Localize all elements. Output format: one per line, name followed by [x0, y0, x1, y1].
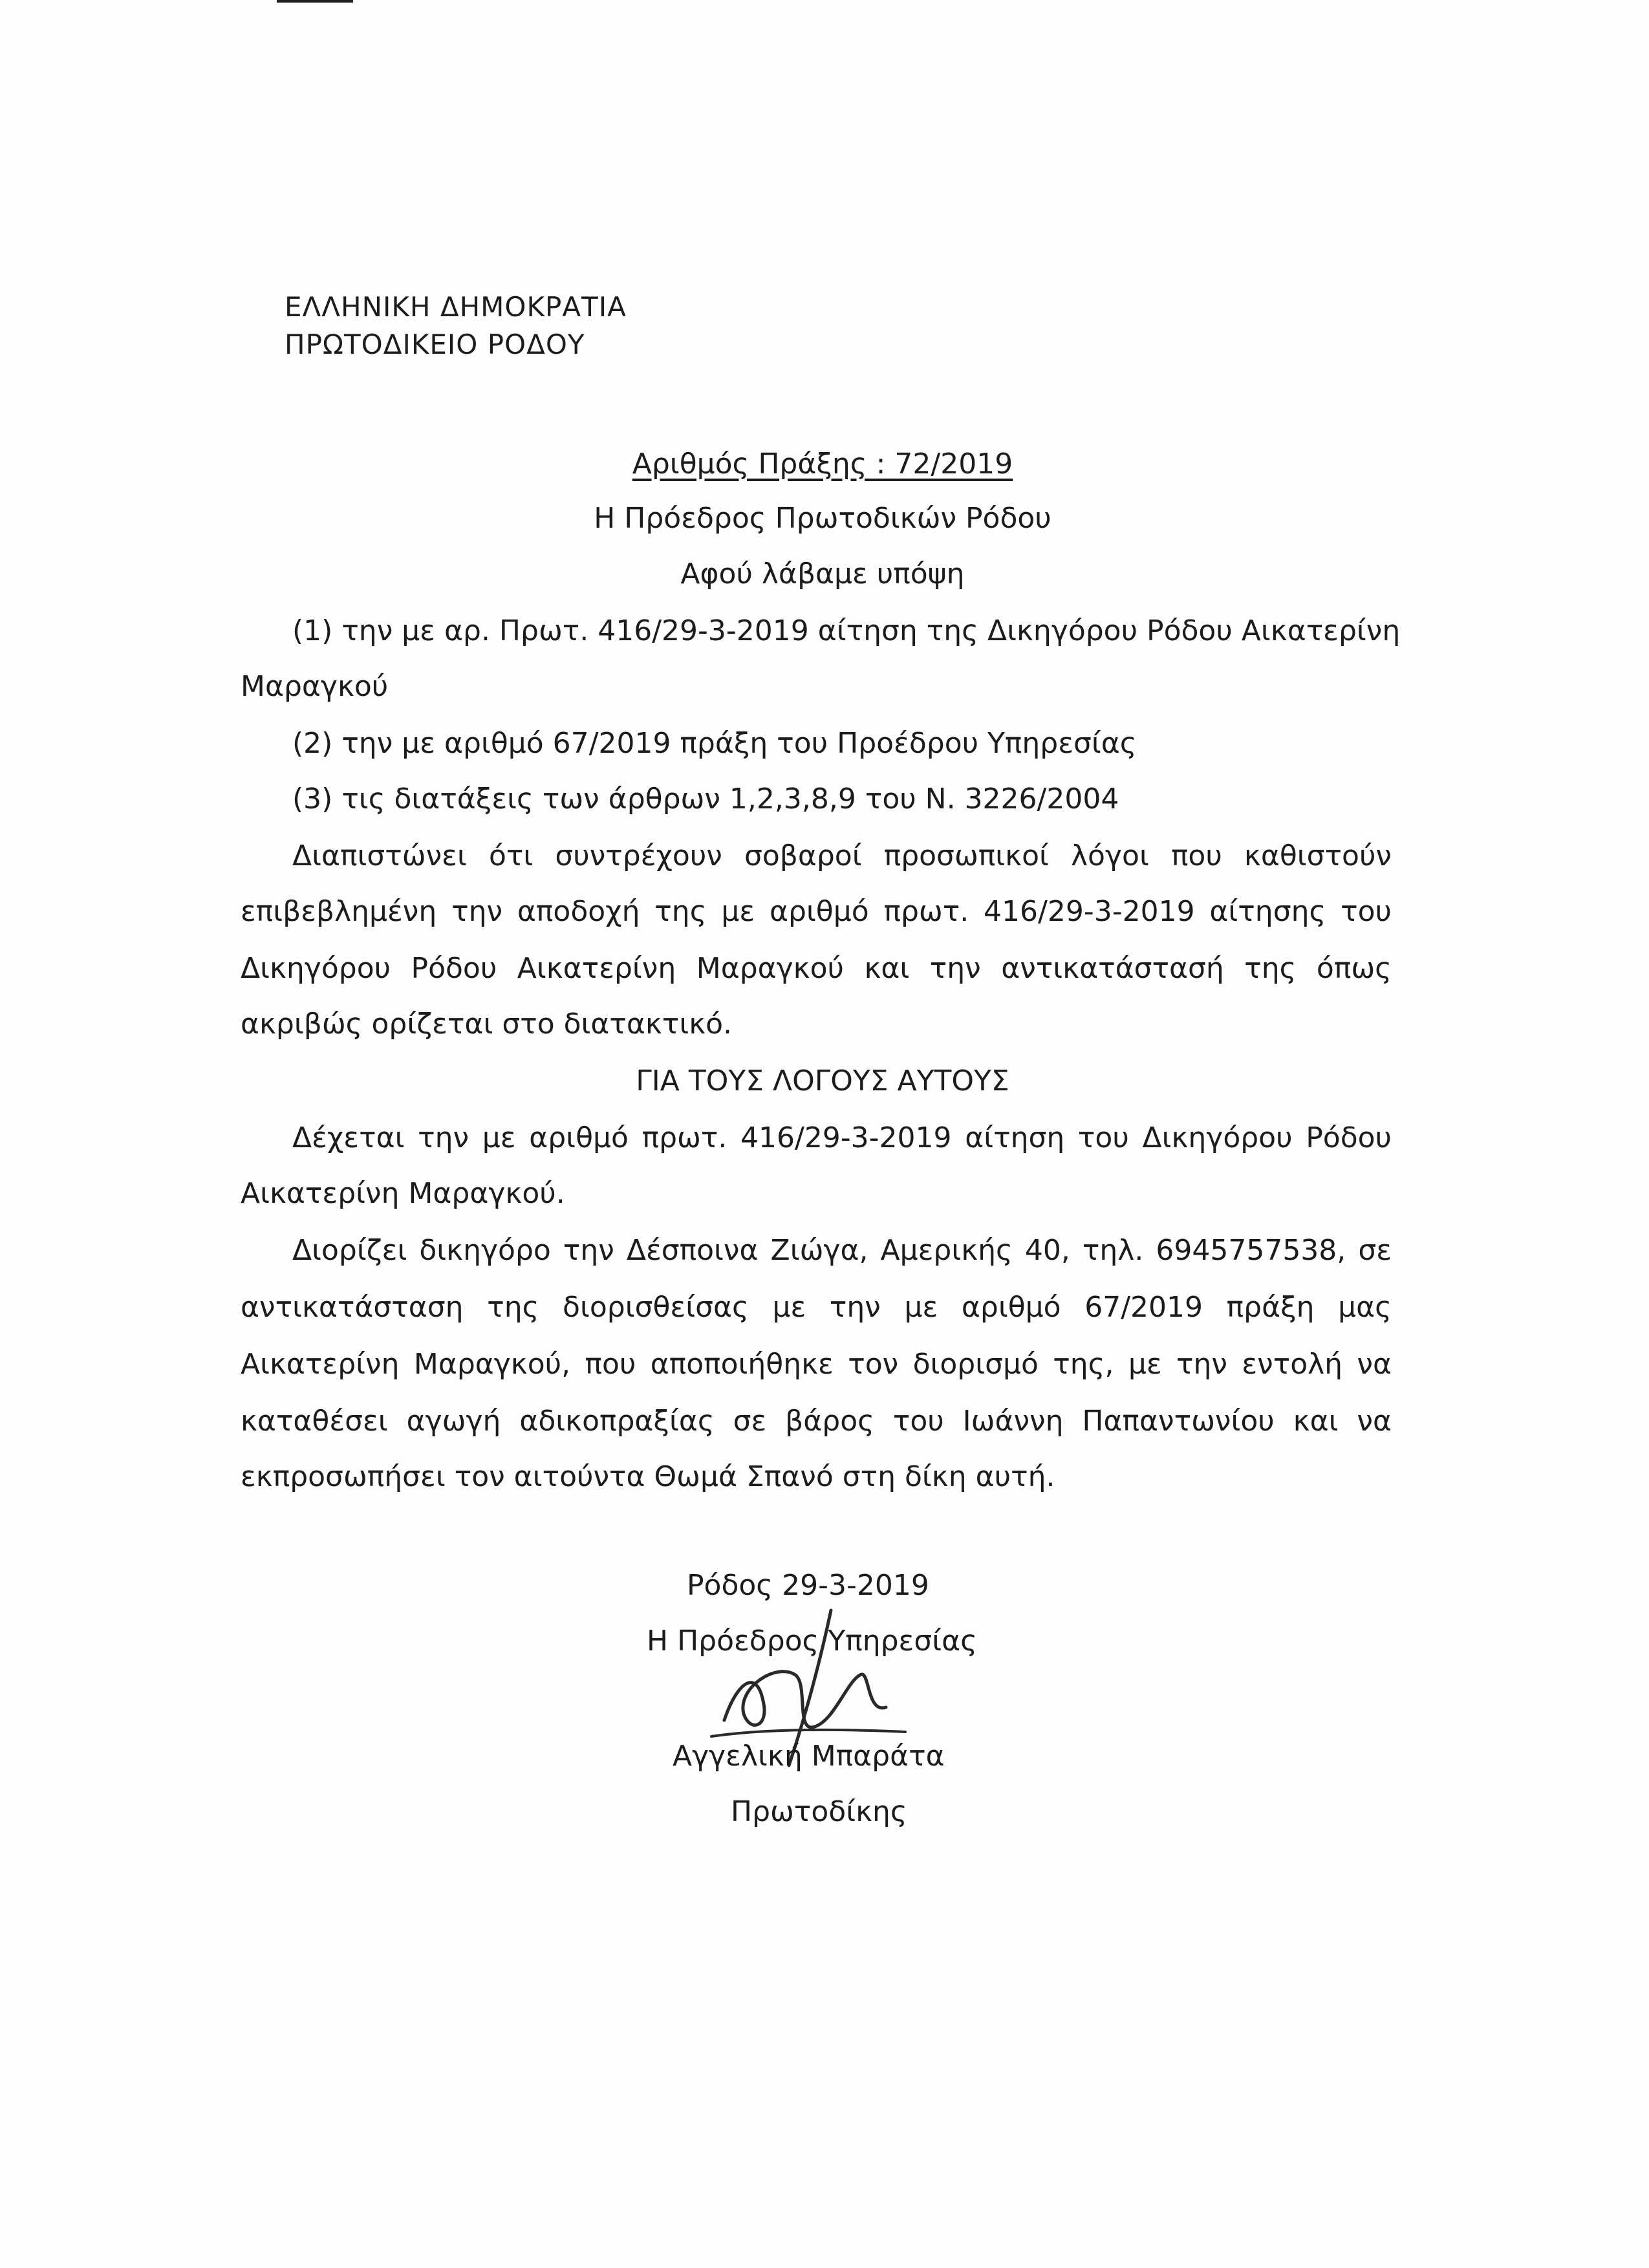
signature-name: Αγγελική Μπαράτα — [673, 1740, 945, 1773]
consideration-1-line-1: (1) την με αρ. Πρωτ. 416/29-3-2019 αίτηση της Δικηγόρου Ρόδου Αικατερίνη — [292, 614, 1401, 647]
consideration-2: (2) την με αριθμό 67/2019 πράξη του Προέδρου Υπηρεσίας — [292, 727, 1137, 760]
header-republic: ΕΛΛΗΝΙΚΗ ΔΗΜΟΚΡΑΤΙΑ — [285, 291, 627, 323]
act-issuer: Η Πρόεδρος Πρωτοδικών Ρόδου — [594, 502, 1051, 535]
ruling-appoint-line-3: Αικατερίνη Μαραγκού, που αποποιήθηκε τον διορισμό της, με την εντολή να — [241, 1348, 1392, 1381]
act-considering: Αφού λάβαμε υπόψη — [680, 557, 965, 590]
finding-line-2: επιβεβλημένη την αποδοχή της με αριθμό πρωτ. 416/29-3-2019 αίτησης του — [241, 895, 1392, 928]
ruling-appoint-line-1: Διορίζει δικηγόρο την Δέσποινα Ζιώγα, Αμερικής 40, τηλ. 6945757538, σε — [292, 1234, 1392, 1267]
ruling-appoint-line-2: αντικατάσταση της διορισθείσας με την με αριθμό 67/2019 πράξη μας — [241, 1291, 1392, 1324]
finding-line-3: Δικηγόρου Ρόδου Αικατερίνη Μαραγκού και την αντικατάστασή της όπως — [241, 952, 1392, 985]
ruling-appoint-line-4: καταθέσει αγωγή αδικοπραξίας σε βάρος του Ιωάννη Παπαντωνίου και να — [241, 1405, 1392, 1438]
signature-place-date: Ρόδος 29-3-2019 — [687, 1569, 929, 1602]
ruling-accept-line-2: Αικατερίνη Μαραγκού. — [241, 1177, 565, 1210]
signature-role: Η Πρόεδρος Υπηρεσίας — [647, 1625, 977, 1658]
consideration-3: (3) τις διατάξεις των άρθρων 1,2,3,8,9 του Ν. 3226/2004 — [292, 783, 1119, 815]
signature-title: Πρωτοδίκης — [731, 1795, 907, 1828]
ruling-appoint-line-5: εκπροσωπήσει τον αιτούντα Θωμά Σπανό στη δίκη αυτή. — [241, 1460, 1055, 1493]
consideration-1-line-2: Μαραγκού — [241, 670, 389, 703]
act-number: Αριθμός Πράξης : 72/2019 — [632, 448, 1013, 481]
scan-mark — [277, 0, 353, 3]
finding-line-4: ακριβώς ορίζεται στο διατακτικό. — [241, 1008, 733, 1041]
finding-line-1: Διαπιστώνει ότι συντρέχουν σοβαροί προσωπικοί λόγοι που καθιστούν — [292, 839, 1392, 872]
reasons-heading: ΓΙΑ ΤΟΥΣ ΛΟΓΟΥΣ ΑΥΤΟΥΣ — [636, 1064, 1009, 1097]
ruling-accept-line-1: Δέχεται την με αριθμό πρωτ. 416/29-3-2019 αίτηση του Δικηγόρου Ρόδου — [292, 1121, 1392, 1154]
header-court: ΠΡΩΤΟΔΙΚΕΙΟ ΡΟΔΟΥ — [285, 329, 585, 360]
